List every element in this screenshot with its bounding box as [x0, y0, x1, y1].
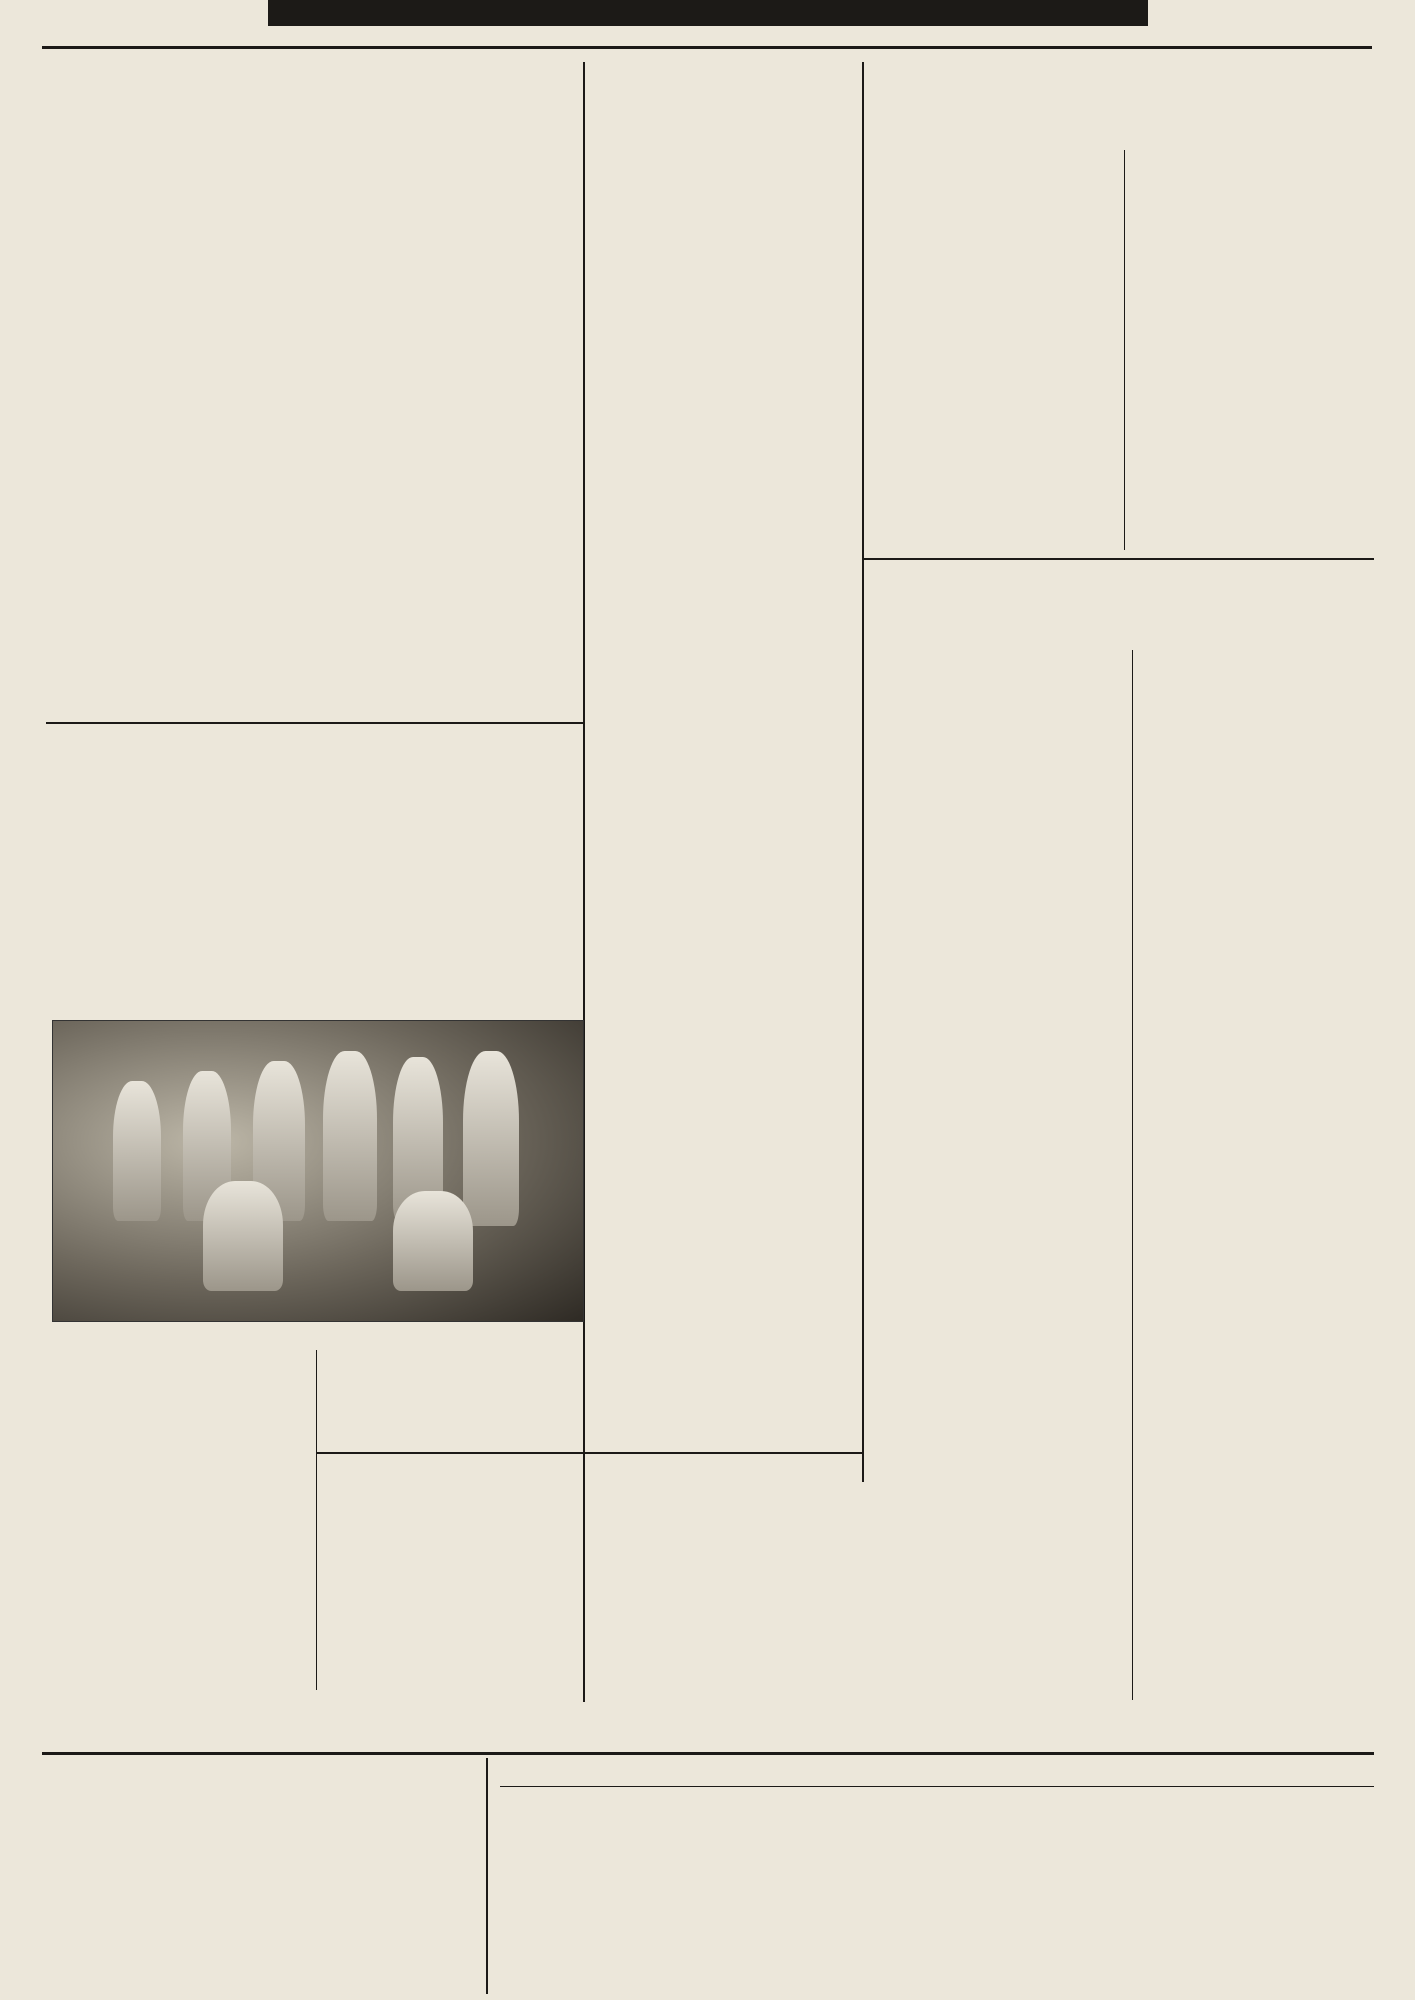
section-rule	[316, 1452, 862, 1454]
league-schedule	[866, 566, 1376, 1706]
section-rule	[864, 558, 1374, 560]
article-jama	[866, 64, 1386, 554]
footer-rule	[42, 1752, 1374, 1755]
article-bor-training	[594, 66, 856, 80]
section-rule	[46, 722, 583, 724]
masthead	[42, 0, 1372, 48]
column-rule	[1132, 650, 1133, 1700]
footer-imprint	[500, 1762, 1374, 1768]
masthead-sport-banner	[268, 0, 1148, 26]
expedition-photo	[52, 1020, 584, 1322]
column-rule	[316, 1350, 317, 1690]
footer-awards	[46, 1762, 476, 1770]
article-borac	[46, 68, 586, 80]
article-futsal	[326, 1470, 856, 1480]
column-rule	[1124, 150, 1125, 550]
column-rule	[862, 62, 864, 1482]
masthead-rule	[42, 46, 1372, 49]
footer-column-rule	[486, 1758, 488, 1994]
